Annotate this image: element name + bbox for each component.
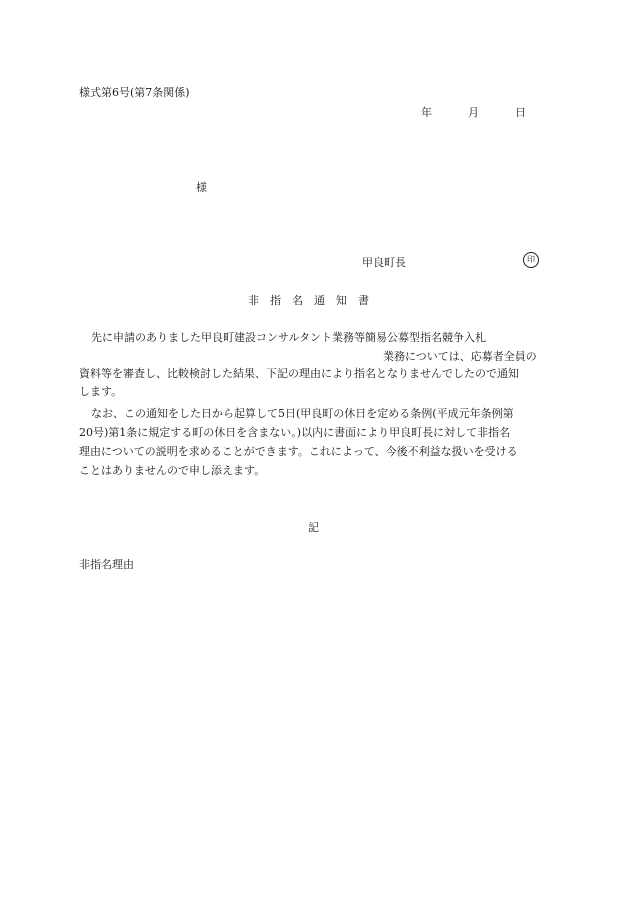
document-title: 非 指 名 通 知 書	[248, 294, 369, 307]
body-line: なお、この通知をした日から起算して5日(甲良町の休日を定める条例(平成元年条例第	[91, 407, 514, 420]
ki-heading: 記	[308, 521, 319, 534]
body-line: ことはありませんので申し添えます。	[79, 464, 266, 477]
body-line: 20号)第1条に規定する町の休日を含まない。)以内に書面により甲良町長に対して非指名	[79, 426, 511, 439]
date-year-label: 年	[421, 106, 432, 119]
body-line: します。	[79, 385, 123, 398]
body-line: 理由についての説明を求めることができます。これによって、今後不利益な扱いを受ける	[79, 445, 518, 458]
body-line: 資料等を審査し、比較検討した結果、下記の理由により指名となりませんでしたので通知	[79, 367, 519, 380]
seal-mark: 印	[523, 252, 539, 268]
date-month-label: 月	[468, 106, 479, 119]
issuer-name: 甲良町長	[362, 256, 406, 269]
form-number: 様式第6号(第7条関係)	[79, 86, 190, 99]
body-line: 先に申請のありました甲良町建設コンサルタント業務等簡易公募型指名競争入札	[91, 331, 487, 344]
addressee-honorific: 様	[196, 181, 207, 194]
reason-label: 非指名理由	[79, 558, 134, 571]
body-line: 業務については、応募者全員の	[383, 350, 537, 363]
date-day-label: 日	[515, 106, 526, 119]
